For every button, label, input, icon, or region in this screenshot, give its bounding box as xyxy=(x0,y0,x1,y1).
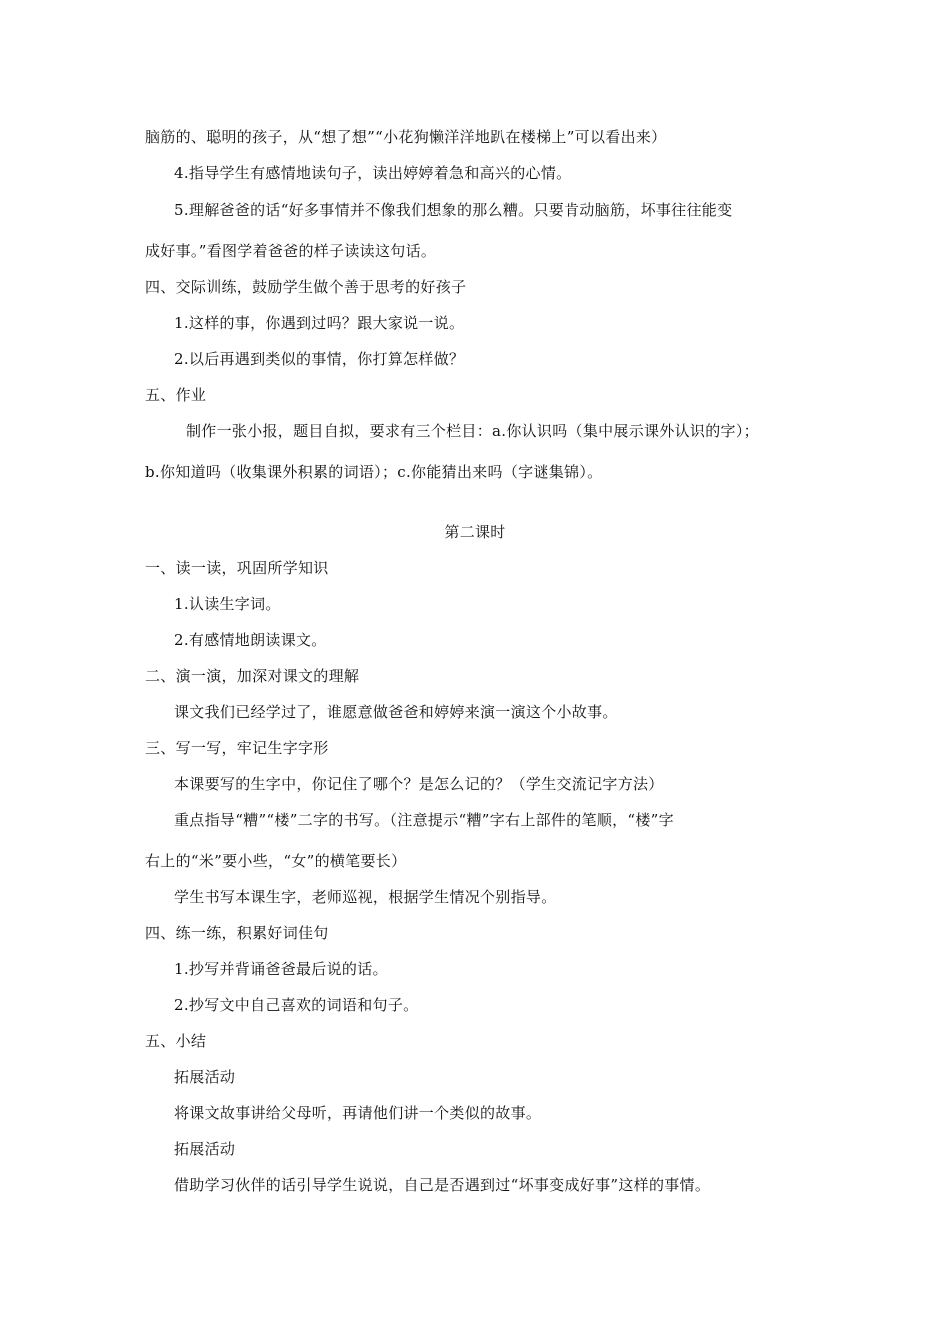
list-item: 2.抄写文中自己喜欢的词语和句子。 xyxy=(174,996,419,1014)
section-heading: 五、小结 xyxy=(145,1032,207,1050)
paragraph-line: 借助学习伙伴的话引导学生说说，自己是否遇到过“坏事变成好事”这样的事情。 xyxy=(174,1176,711,1194)
section-heading: 二、演一演，加深对课文的理解 xyxy=(145,667,360,685)
section-heading: 五、作业 xyxy=(145,386,207,404)
paragraph-line: b.你知道吗（收集课外积累的词语）；c.你能猜出来吗（字谜集锦）。 xyxy=(145,463,603,481)
list-item: 1.认读生字词。 xyxy=(174,595,281,613)
paragraph-line: 脑筋的、聪明的孩子，从“想了想”“小花狗懒洋洋地趴在楼梯上”可以看出来） xyxy=(145,128,667,146)
list-item: 1.抄写并背诵爸爸最后说的话。 xyxy=(174,960,388,978)
paragraph-line: 重点指导“糟”“楼”二字的书写。（注意提示“糟”字右上部件的笔顺，“楼”字 xyxy=(174,811,674,829)
paragraph-line: 本课要写的生字中，你记住了哪个？是怎么记的？（学生交流记字方法） xyxy=(174,775,664,793)
list-item: 1.这样的事，你遇到过吗？跟大家说一说。 xyxy=(174,314,465,332)
paragraph-line: 5.理解爸爸的话“好多事情并不像我们想象的那么糟。只要肯动脑筋，坏事往往能变 xyxy=(174,201,733,219)
paragraph-line: 成好事。”看图学着爸爸的样子读读这句话。 xyxy=(145,242,437,260)
section-heading: 四、交际训练，鼓励学生做个善于思考的好孩子 xyxy=(145,278,467,296)
section-heading: 四、练一练，积累好词佳句 xyxy=(145,924,329,942)
lesson-title: 第二课时 xyxy=(444,523,506,541)
paragraph-line: 制作一张小报，题目自拟，要求有三个栏目：a.你认识吗（集中展示课外认识的字）； xyxy=(186,422,759,440)
list-item: 2.以后再遇到类似的事情，你打算怎样做？ xyxy=(174,350,465,368)
section-heading: 一、读一读，巩固所学知识 xyxy=(145,559,329,577)
paragraph-line: 学生书写本课生字，老师巡视，根据学生情况个别指导。 xyxy=(174,888,557,906)
paragraph-line: 4.指导学生有感情地读句子，读出婷婷着急和高兴的心情。 xyxy=(174,164,572,182)
paragraph-line: 右上的“米”要小些，“女”的横笔要长） xyxy=(145,852,407,870)
list-item: 2.有感情地朗读课文。 xyxy=(174,631,327,649)
paragraph-line: 课文我们已经学过了，谁愿意做爸爸和婷婷来演一演这个小故事。 xyxy=(174,703,618,721)
paragraph-line: 将课文故事讲给父母听，再请他们讲一个类似的故事。 xyxy=(174,1104,542,1122)
subheading: 拓展活动 xyxy=(174,1140,236,1158)
section-heading: 三、写一写，牢记生字字形 xyxy=(145,739,329,757)
subheading: 拓展活动 xyxy=(174,1068,236,1086)
